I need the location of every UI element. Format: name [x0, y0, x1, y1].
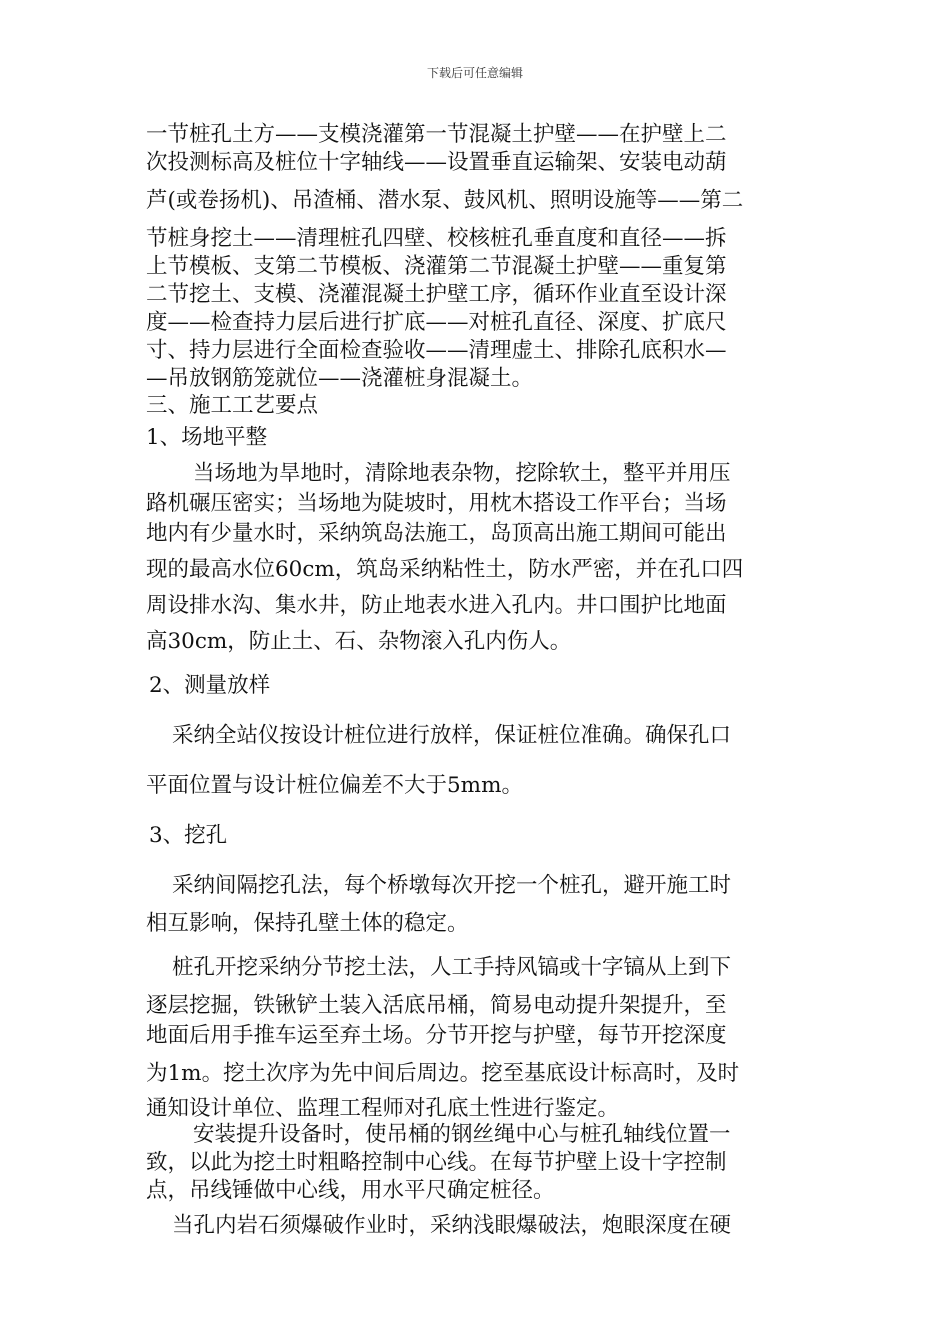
text-line: 采纳全站仪按设计桩位进行放样，保证桩位准确。确保孔口: [172, 723, 732, 748]
text-line: 现的最高水位60cm，筑岛采纳粘性土，防水严密，并在孔口四: [146, 557, 744, 582]
text-line: 相互影响，保持孔壁土体的稳定。: [146, 911, 469, 936]
text-line: 桩孔开挖采纳分节挖土法，人工手持风镐或十字镐从上到下: [172, 955, 732, 980]
page-header: 下载后可任意编辑: [426, 66, 523, 80]
text-line: 安装提升设备时，使吊桶的钢丝绳中心与桩孔轴线位置一: [193, 1122, 731, 1147]
text-line: 通知设计单位、监理工程师对孔底土性进行鉴定。: [146, 1096, 620, 1121]
text-line: 地面后用手推车运至弃土场。分节开挖与护壁，每节开挖深度: [146, 1023, 727, 1048]
text-line: 一节桩孔土方——支模浇灌第一节混凝土护壁——在护壁上二: [146, 122, 727, 147]
text-line: 路机碾压密实；当场地为陡坡时，用枕木搭设工作平台；当场: [146, 491, 727, 516]
text-line: 地内有少量水时，采纳筑岛法施工，岛顶高出施工期间可能出: [146, 521, 727, 546]
text-line: 当场地为旱地时，清除地表杂物，挖除软土，整平并用压: [193, 461, 731, 486]
text-line: 二节挖土、支模、浇灌混凝土护壁工序，循环作业直至设计深: [146, 282, 727, 307]
text-line: 度——检查持力层后进行扩底——对桩孔直径、深度、扩底尺: [146, 310, 727, 335]
section-heading: 三、施工工艺要点: [146, 393, 319, 418]
text-line: 上节模板、支第二节模板、浇灌第二节混凝土护壁——重复第: [146, 254, 727, 279]
subsection-heading: 2、测量放样: [149, 673, 271, 698]
text-line: 逐层挖掘，铁锹铲土装入活底吊桶，简易电动提升架提升，至: [146, 993, 727, 1018]
text-line: —吊放钢筋笼就位——浇灌桩身混凝土。: [146, 366, 534, 391]
text-line: 采纳间隔挖孔法，每个桥墩每次开挖一个桩孔，避开施工时: [172, 873, 732, 898]
subsection-heading: 3、挖孔: [149, 823, 228, 848]
text-line: 当孔内岩石须爆破作业时，采纳浅眼爆破法，炮眼深度在硬: [172, 1213, 732, 1238]
text-line: 寸、持力层进行全面检查验收——清理虚土、排除孔底积水—: [146, 338, 727, 363]
text-line: 高30cm，防止土、石、杂物滚入孔内伤人。: [146, 629, 572, 654]
subsection-heading: 1、场地平整: [146, 425, 268, 450]
text-line: 为1m。挖土次序为先中间后周边。挖至基底设计标高时，及时: [146, 1061, 740, 1086]
text-line: 芦(或卷扬机)、吊渣桶、潜水泵、鼓风机、照明设施等——第二: [146, 188, 744, 213]
text-line: 节桩身挖土——清理桩孔四壁、校核桩孔垂直度和直径——拆: [146, 226, 727, 251]
text-line: 次投测标高及桩位十字轴线——设置垂直运输架、安装电动葫: [146, 150, 727, 175]
text-line: 致，以此为挖土时粗略控制中心线。在每节护壁上设十字控制: [146, 1150, 727, 1175]
text-line: 周设排水沟、集水井，防止地表水进入孔内。井口围护比地面: [146, 593, 727, 618]
text-line: 点，吊线锤做中心线，用水平尺确定桩径。: [146, 1178, 555, 1203]
text-line: 平面位置与设计桩位偏差不大于5mm。: [146, 773, 523, 798]
